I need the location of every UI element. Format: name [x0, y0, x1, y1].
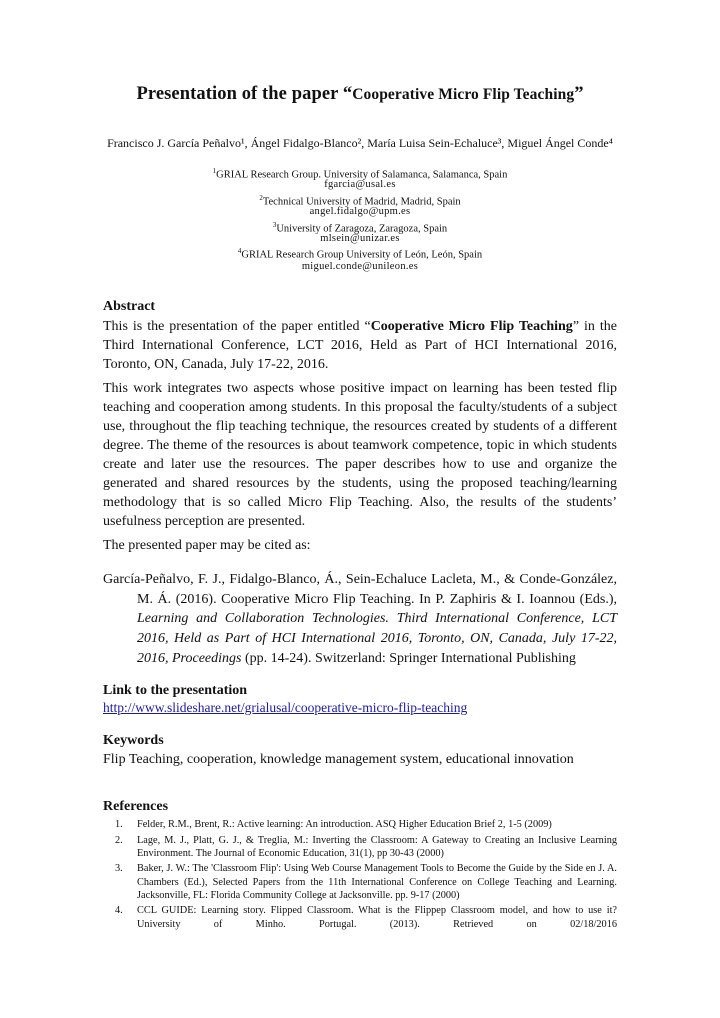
affiliation-3-num: 3 [272, 221, 277, 229]
reference-item [103, 818, 617, 831]
affiliation-2-text: Technical University of Madrid, Madrid, Spain [262, 196, 461, 208]
reference-item [103, 904, 617, 930]
abstract-p1-before: This is the presentation of the paper entitled “ [103, 319, 371, 334]
affiliation-4-num: 4 [237, 247, 242, 255]
references-list [103, 818, 617, 933]
affiliation-1-text: GRIAL Research Group. University of Salamanca, Salamanca, Spain [216, 169, 508, 181]
reference-text: Lage, M. J., Platt, G. J., & Treglia, M.: Inverting the Classroom: A Gateway to Creating an Inclusive Learning Environment. The Journal of Economic Education, 31(1), pp 30-43 (2000) [137, 834, 617, 859]
reference-item [103, 834, 617, 860]
citation-italic: Learning and Collaboration Technologies. Third International Conference, LCT 2016, Held as Part of HCI International 2016, Toronto, ON, Canada, July 17-22, 2016, Proceedings [137, 611, 617, 666]
reference-number: 4. [115, 905, 123, 917]
reference-number: 2. [115, 834, 123, 846]
reference-text: Baker, J. W.: The 'Classroom Flip': Using Web Course Management Tools to Become the Guide by the Side en J. A. Chambers (Ed.), Selected Papers from the 11th International Conference on College Teaching and Learning. Jacksonville, FL: Florida Community College at Jacksonville. pp. 9-17 (2000) [137, 863, 617, 901]
reference-text: Felder, R.M., Brent, R.: Active learning: An introduction. ASQ Higher Education Brief 2, 1-5 (2009) [137, 819, 552, 830]
citation [103, 570, 617, 669]
presentation-link[interactable]: http://www.slideshare.net/grialusal/cooperative-micro-flip-teaching [103, 700, 468, 715]
page-title [0, 84, 720, 105]
abstract-paragraph-1 [103, 317, 617, 374]
reference-number: 1. [115, 819, 123, 830]
link-heading: Link to the presentation [103, 683, 248, 698]
abstract-paragraph-3: The presented paper may be cited as: [103, 538, 311, 553]
reference-number: 3. [115, 863, 123, 875]
keywords-text: Flip Teaching, cooperation, knowledge management system, educational innovation [103, 752, 574, 767]
reference-item [103, 862, 617, 902]
abstract-p1-after: ” in the Third International Conference, LCT 2016, Held as Part of HCI International 2016, Toronto, ON, Canada, July 17-22, 2016. [103, 319, 617, 372]
title-suffix: ” [574, 84, 584, 104]
affiliation-1-num: 1 [212, 167, 217, 175]
authors-line: Francisco J. García Peñalvo¹, Ángel Fidalgo-Blanco², María Luisa Sein-Echaluce³, Miguel Ángel Conde⁴ [107, 136, 613, 150]
affiliation-4 [0, 245, 720, 262]
affiliation-1-email: fgarcia@usal.es [324, 179, 396, 190]
affiliation-3-text: University of Zaragoza, Zaragoza, Spain [276, 223, 448, 235]
affiliation-4-email: miguel.conde@unileon.es [301, 261, 419, 272]
affiliation-2-email: angel.fidalgo@upm.es [309, 206, 411, 217]
citation-plain-1: García-Peñalvo, F. J., Fidalgo-Blanco, Á., Sein-Echaluce Lacleta, M., & Conde-González, M. Á. (2016). Cooperative Micro Flip Teaching. In P. Zaphiris & I. Ioannou (Eds.), [103, 572, 617, 607]
affiliation-2-num: 2 [259, 194, 263, 202]
affiliation-3-email: mlsein@unizar.es [320, 233, 400, 244]
citation-plain-2: (pp. 14-24). Switzerland: Springer International Publishing [241, 650, 576, 666]
title-paper-name: Cooperative Micro Flip Teaching [352, 86, 575, 103]
reference-text: CCL GUIDE: Learning story. Flipped Classroom. What is the Flippep Classroom model, and how to use it? University of Minho. Portugal. (2013). Retrieved on 02/18/2016 [137, 905, 617, 930]
affiliation-4-text: GRIAL Research Group University of León, León, Spain [241, 249, 483, 261]
abstract-p1-bold: Cooperative Micro Flip Teaching [370, 319, 573, 334]
keywords-heading: Keywords [103, 733, 164, 748]
references-heading: References [103, 799, 169, 814]
abstract-heading: Abstract [103, 299, 156, 314]
abstract-paragraph-2: This work integrates two aspects whose positive impact on learning has been tested flip teaching and cooperation among students. In this proposal the faculty/students of a subject use, throughout the flip teaching technique, the resources created by students of a different degree. The theme of the resources is about teamwork competence, topic in which students create and later use the resources. The paper describes how to use and organize the generated and shared resources by the students, using the proposed teaching/learning methodology that is so called Micro Flip Teaching. Also, the results of the students’ usefulness perception are presented. [103, 381, 617, 529]
title-prefix: Presentation of the paper “ [136, 84, 353, 104]
